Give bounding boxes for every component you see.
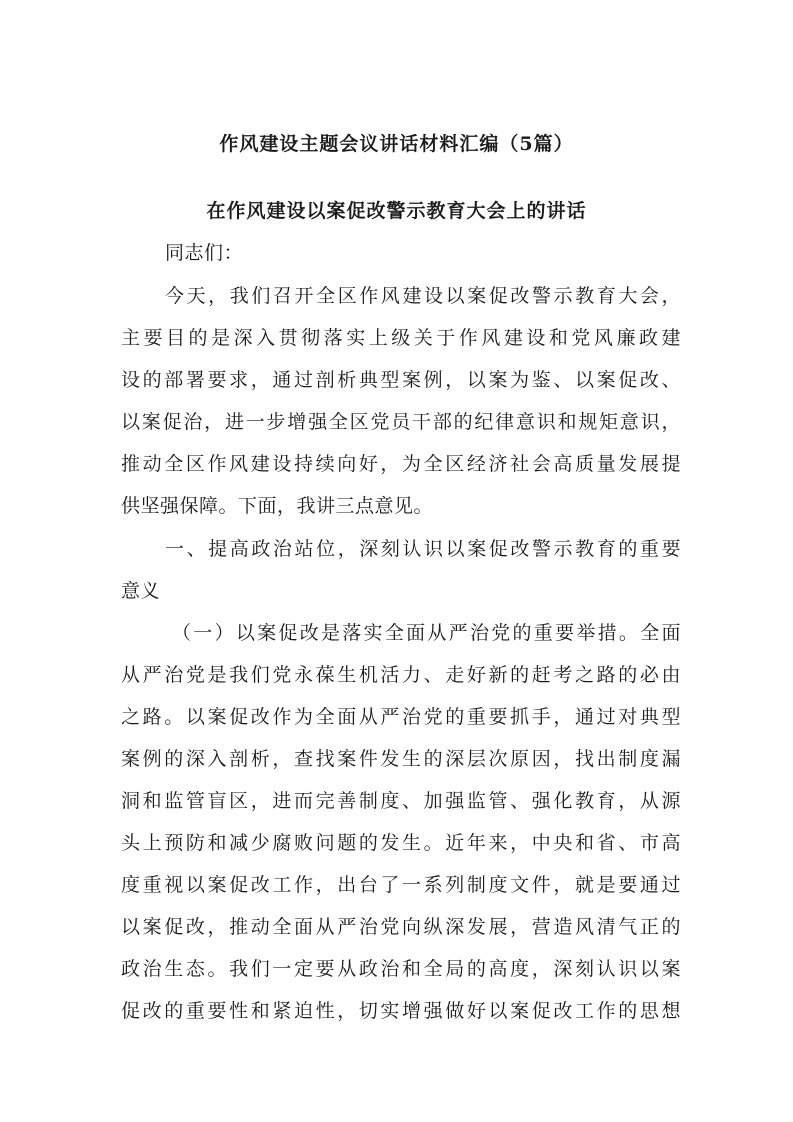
paragraph-line: 度重视以案促改工作，出台了一系列制度文件，就是要通过 <box>121 874 681 896</box>
paragraph-line: 主要目的是深入贯彻落实上级关于作风建设和党风廉政建 <box>121 327 681 349</box>
paragraph-line: 之路。以案促改作为全面从严治党的重要抓手，通过对典型 <box>121 706 681 728</box>
document-title: 作风建设主题会议讲话材料汇编（5篇） <box>219 133 574 155</box>
paragraph-line: 从严治党是我们党永葆生机活力、走好新的赶考之路的必由 <box>121 664 681 686</box>
paragraph-line: （一）以案促改是落实全面从严治党的重要举措。全面 <box>172 622 681 644</box>
salutation: 同志们： <box>165 242 244 264</box>
section-heading: 意义 <box>121 580 161 602</box>
paragraph-line: 头上预防和减少腐败问题的发生。近年来，中央和省、市高 <box>121 832 681 854</box>
paragraph-line: 推动全区作风建设持续向好，为全区经济社会高质量发展提 <box>121 453 681 475</box>
paragraph-line: 促改的重要性和紧迫性，切实增强做好以案促改工作的思想 <box>121 1000 681 1022</box>
speech-title: 在作风建设以案促改警示教育大会上的讲话 <box>206 200 587 222</box>
paragraph-line: 以案促改，推动全面从严治党向纵深发展，营造风清气正的 <box>121 916 681 938</box>
section-heading: 一、提高政治站位，深刻认识以案促改警示教育的重要 <box>165 538 681 560</box>
paragraph-line: 供坚强保障。下面，我讲三点意见。 <box>121 495 434 517</box>
paragraph-line: 今天，我们召开全区作风建设以案促改警示教育大会， <box>165 285 681 307</box>
paragraph-line: 设的部署要求，通过剖析典型案例，以案为鉴、以案促改、 <box>121 369 681 391</box>
paragraph-line: 洞和监管盲区，进而完善制度、加强监管、强化教育，从源 <box>121 790 681 812</box>
paragraph-line: 政治生态。我们一定要从政治和全局的高度，深刻认识以案 <box>121 958 681 980</box>
paragraph-line: 案例的深入剖析，查找案件发生的深层次原因，找出制度漏 <box>121 748 681 770</box>
paragraph-line: 以案促治，进一步增强全区党员干部的纪律意识和规矩意识， <box>121 411 681 433</box>
